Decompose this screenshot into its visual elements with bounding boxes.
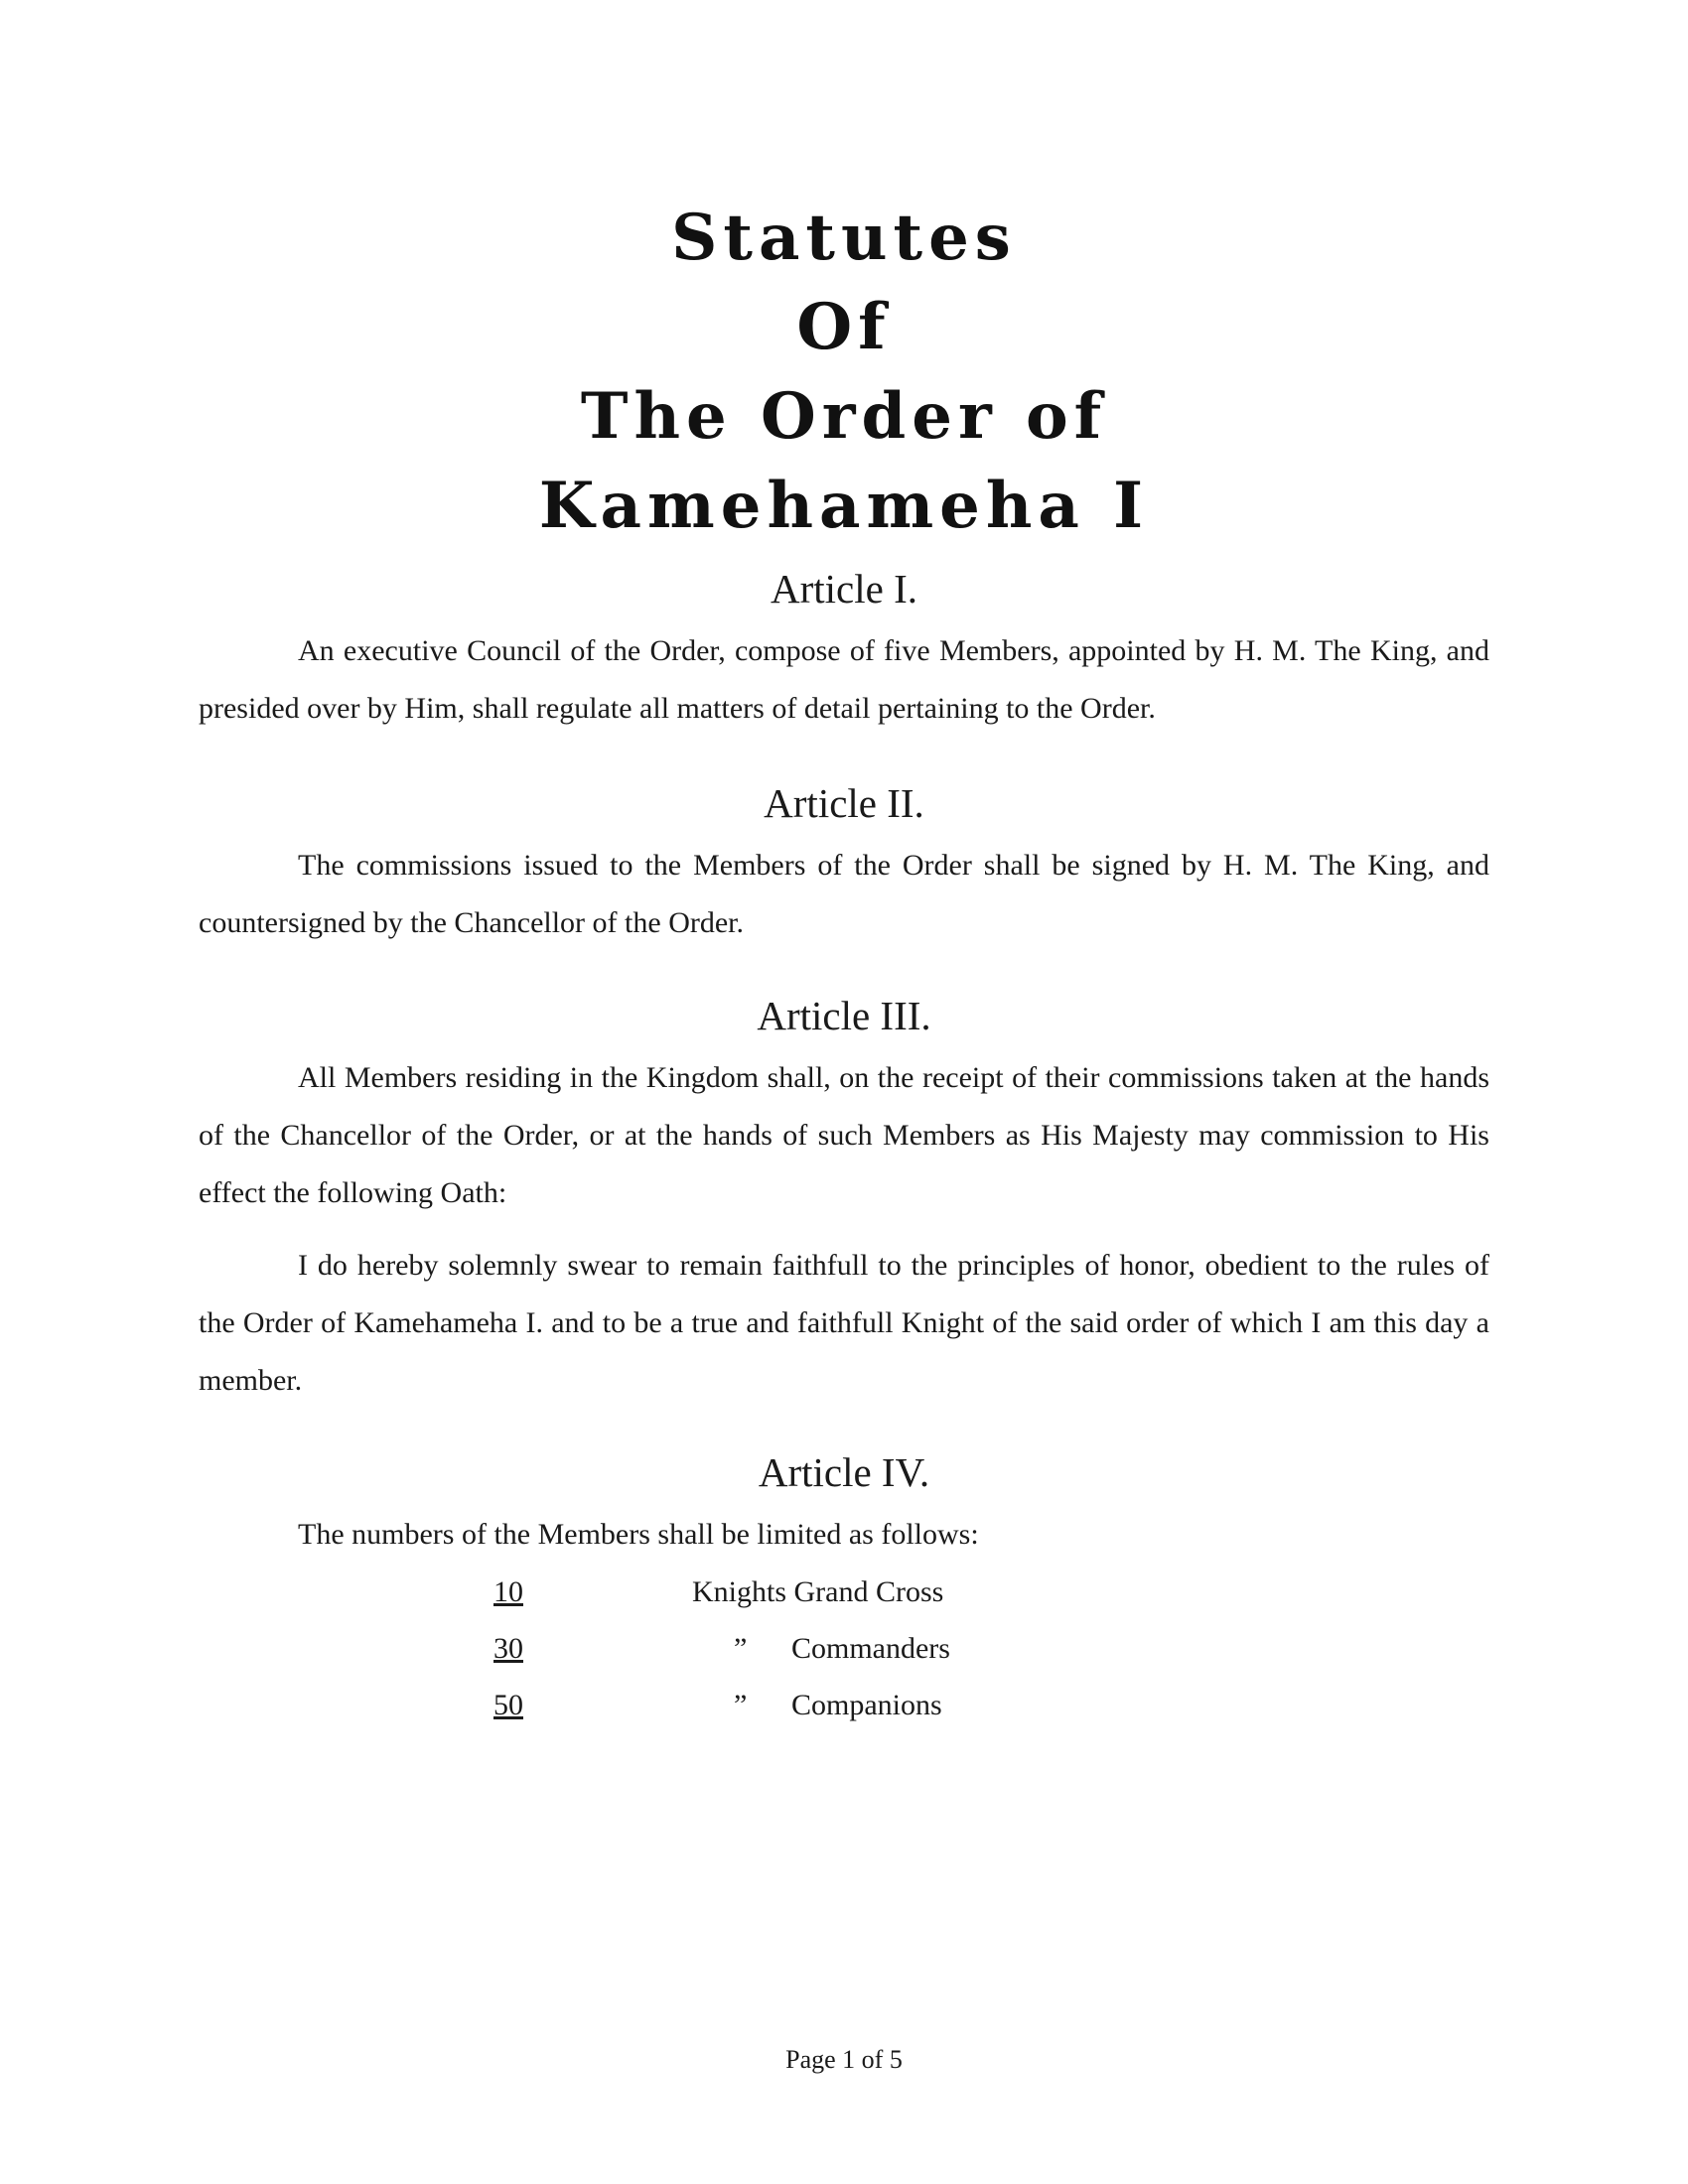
ditto-mark: ” — [734, 1632, 748, 1665]
member-count: 50 — [493, 1689, 523, 1721]
title-line-3: The Order of — [580, 379, 1108, 454]
article-3-paragraph: All Members residing in the Kingdom shall, on the receipt of their commissions taken at the hands of the Chancellor of the Order, or at the hands of such Members as His Majesty may commission to His effect the following Oath: — [199, 1061, 1489, 1209]
article-2-heading: Article II. — [764, 780, 924, 826]
member-count: 10 — [493, 1575, 523, 1608]
member-class-name: Knights Grand Cross — [692, 1575, 944, 1608]
article-4-intro: The numbers of the Members shall be limited as follows: — [298, 1518, 979, 1551]
article-3-heading: Article III. — [757, 993, 931, 1038]
member-class-name: Companions — [791, 1689, 942, 1721]
member-row-companions — [0, 1677, 1688, 1734]
article-1-heading: Article I. — [771, 566, 917, 612]
member-row-knights-grand-cross — [0, 1564, 1688, 1621]
article-4-heading: Article IV. — [758, 1449, 930, 1495]
ditto-mark: ” — [734, 1689, 748, 1721]
document-title — [0, 194, 1688, 551]
article-2-paragraph: The commissions issued to the Members of the Order shall be signed by H. M. The King, and countersigned by the Chancellor of the Order. — [199, 849, 1489, 939]
article-1-paragraph: An executive Council of the Order, compose of five Members, appointed by H. M. The King, and presided over by Him, shall regulate all matters of detail pertaining to the Order. — [199, 634, 1489, 725]
title-line-4: Kamehameha I — [538, 469, 1150, 543]
article-3-oath: I do hereby solemnly swear to remain faithfull to the principles of honor, obedient to the rules of the Order of Kamehameha I. and to be a true and faithfull Knight of the said order of which I am this day a member. — [199, 1249, 1489, 1397]
member-count: 30 — [493, 1632, 523, 1665]
title-line-1: Statutes — [671, 201, 1017, 275]
page-number: Page 1 of 5 — [785, 2045, 903, 2074]
member-row-commanders — [0, 1620, 1688, 1678]
title-line-2: Of — [796, 290, 892, 364]
member-class-name: Commanders — [791, 1632, 950, 1665]
